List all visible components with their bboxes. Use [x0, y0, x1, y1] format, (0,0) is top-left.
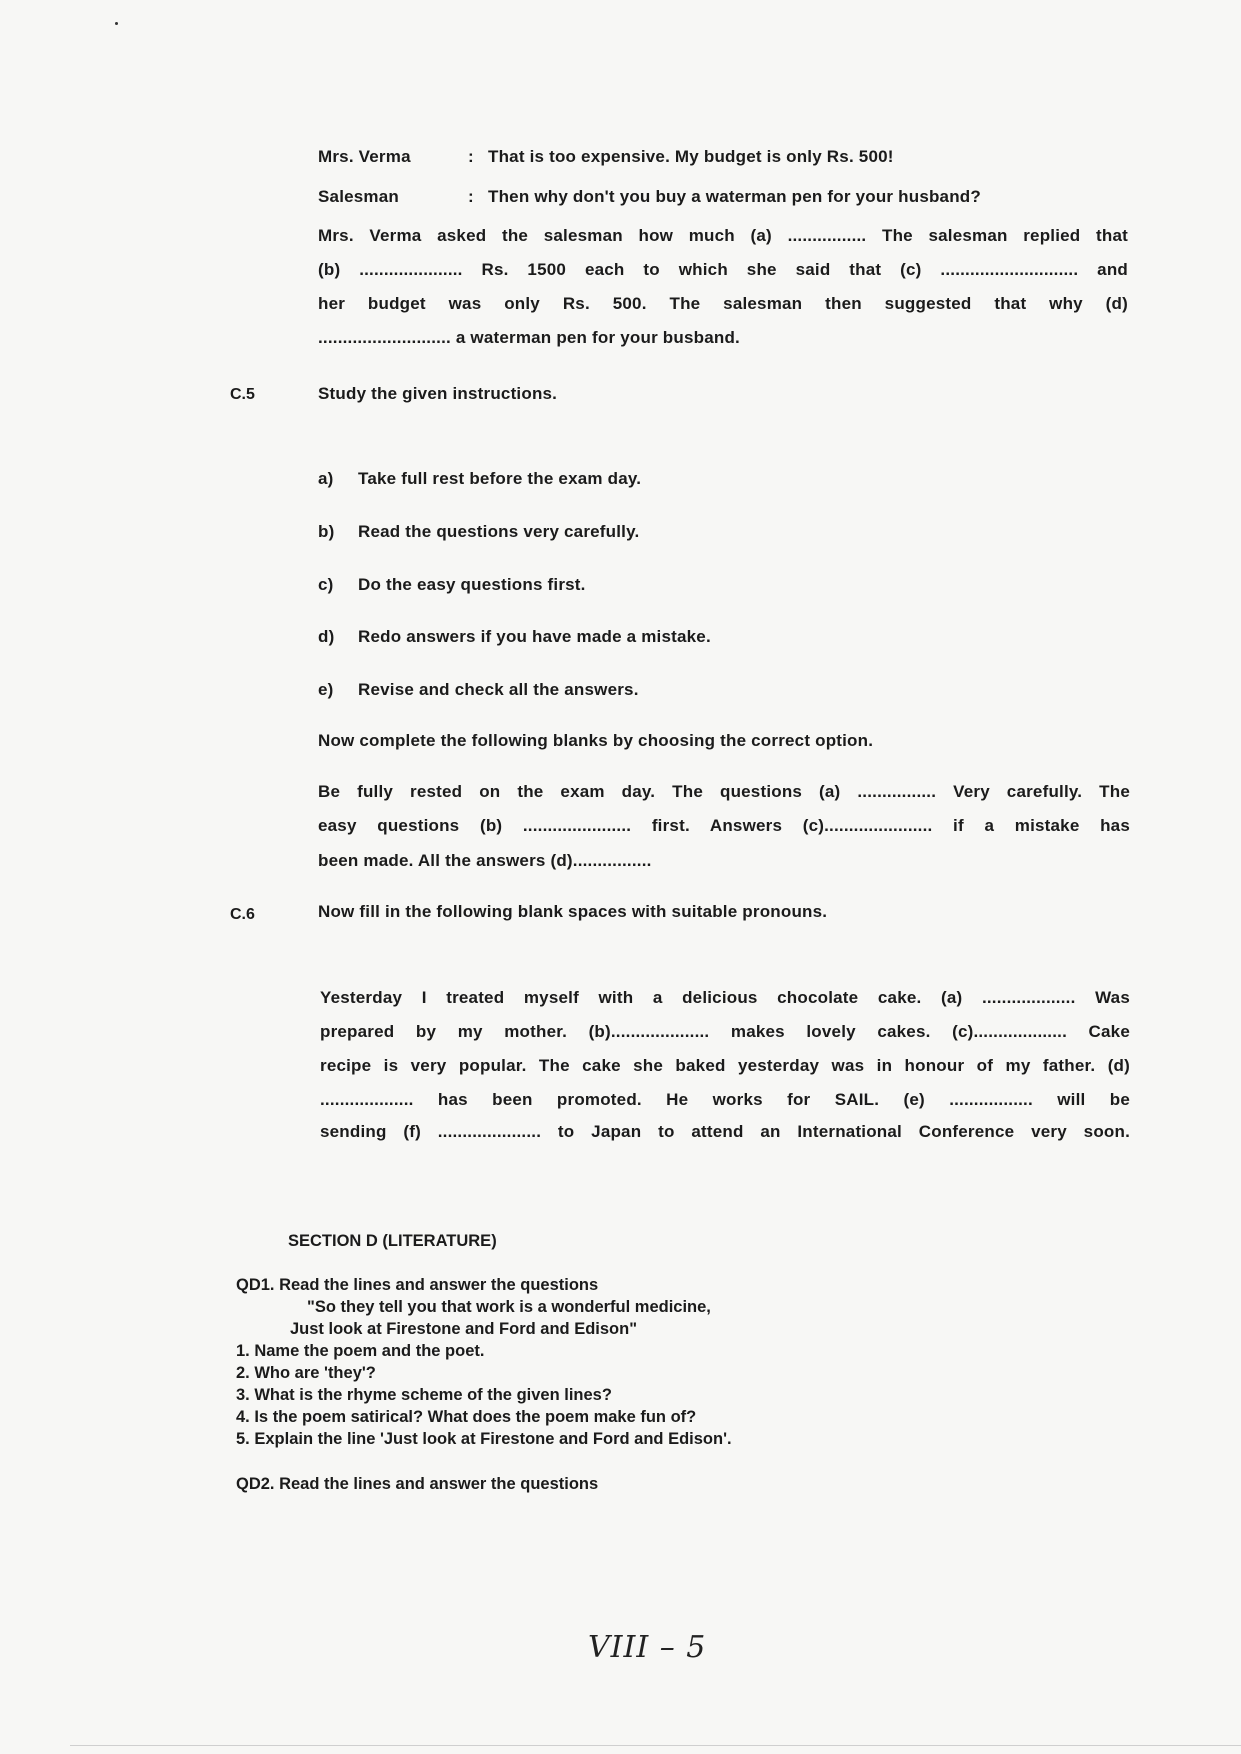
item-letter: c) [318, 575, 334, 594]
question-number: C.5 [230, 386, 255, 403]
qd1-question: 4. Is the poem satirical? What does the poem make fun of? [236, 1408, 697, 1426]
reported-line: her budget was only Rs. 500. The salesman then suggested that why (d) [318, 294, 1128, 313]
scan-speck [115, 22, 118, 25]
item-text: Redo answers if you have made a mistake. [358, 627, 711, 646]
speaker-name: Salesman [318, 187, 399, 206]
passage-line: sending (f) ..................... to Japan to attend an International Conference very soon. [320, 1122, 1130, 1141]
item-letter: e) [318, 680, 334, 699]
dialogue-text: That is too expensive. My budget is only Rs. 500! [488, 147, 894, 166]
instruction-item [318, 522, 639, 542]
handwritten-page-mark: VIII – 5 [588, 1630, 707, 1665]
passage-line: prepared by my mother. (b).................... makes lovely cakes. (c)................... Cake [320, 1022, 1130, 1041]
item-text: Read the questions very carefully. [358, 522, 640, 541]
passage-line: been made. All the answers (d)................ [318, 851, 652, 870]
item-text: Take full rest before the exam day. [358, 469, 642, 488]
speaker-name: Mrs. Verma [318, 147, 411, 166]
instruction-item [318, 469, 641, 489]
reported-line: (b) ..................... Rs. 1500 each to which she said that (c) ............................ and [318, 260, 1128, 279]
item-letter: b) [318, 522, 335, 541]
reported-line: ........................... a waterman pen for your busband. [318, 328, 740, 347]
qd1-question: 2. Who are 'they'? [236, 1364, 376, 1382]
item-letter: d) [318, 627, 335, 646]
qd1-question: 1. Name the poem and the poet. [236, 1342, 485, 1360]
passage-line: ................... has been promoted. He works for SAIL. (e) ................. will be [320, 1090, 1130, 1109]
dialogue-line [318, 147, 894, 167]
item-text: Do the easy questions first. [358, 575, 586, 594]
passage-line: Be fully rested on the exam day. The questions (a) ................ Very carefully. The [318, 782, 1130, 801]
passage-line: recipe is very popular. The cake she baked yesterday was in honour of my father. (d) [320, 1056, 1130, 1075]
qd1-question: 3. What is the rhyme scheme of the given lines? [236, 1386, 612, 1404]
dialogue-text: Then why don't you buy a waterman pen for your husband? [488, 187, 981, 206]
qd1-heading: QD1. Read the lines and answer the questions [236, 1276, 599, 1294]
qd2-heading: QD2. Read the lines and answer the questions [236, 1475, 599, 1493]
dialogue-colon: : [468, 147, 474, 166]
instruction-item [318, 627, 711, 647]
dialogue-colon: : [468, 187, 474, 206]
instruction-item [318, 575, 586, 595]
question-number: C.6 [230, 906, 255, 923]
section-title: SECTION D (LITERATURE) [288, 1232, 497, 1250]
qd1-question: 5. Explain the line 'Just look at Firestone and Ford and Edison'. [236, 1430, 732, 1448]
question-heading: Now fill in the following blank spaces with suitable pronouns. [318, 902, 828, 921]
question-heading: Study the given instructions. [318, 384, 558, 403]
poem-quote-line: "So they tell you that work is a wonderful medicine, [307, 1298, 711, 1316]
page-bottom-edge [70, 1745, 1241, 1746]
passage-line: easy questions (b) ...................... first. Answers (c)...................... if a mistake has [318, 816, 1130, 835]
dialogue-line [318, 187, 981, 207]
passage-line: Yesterday I treated myself with a delicious chocolate cake. (a) ................... Was [320, 988, 1130, 1007]
item-text: Revise and check all the answers. [358, 680, 639, 699]
instruction-item [318, 680, 639, 700]
poem-quote-line: Just look at Firestone and Ford and Edison" [290, 1320, 638, 1338]
item-letter: a) [318, 469, 334, 488]
reported-line: Mrs. Verma asked the salesman how much (a) ................ The salesman replied that [318, 226, 1128, 245]
question-prompt: Now complete the following blanks by choosing the correct option. [318, 731, 874, 750]
